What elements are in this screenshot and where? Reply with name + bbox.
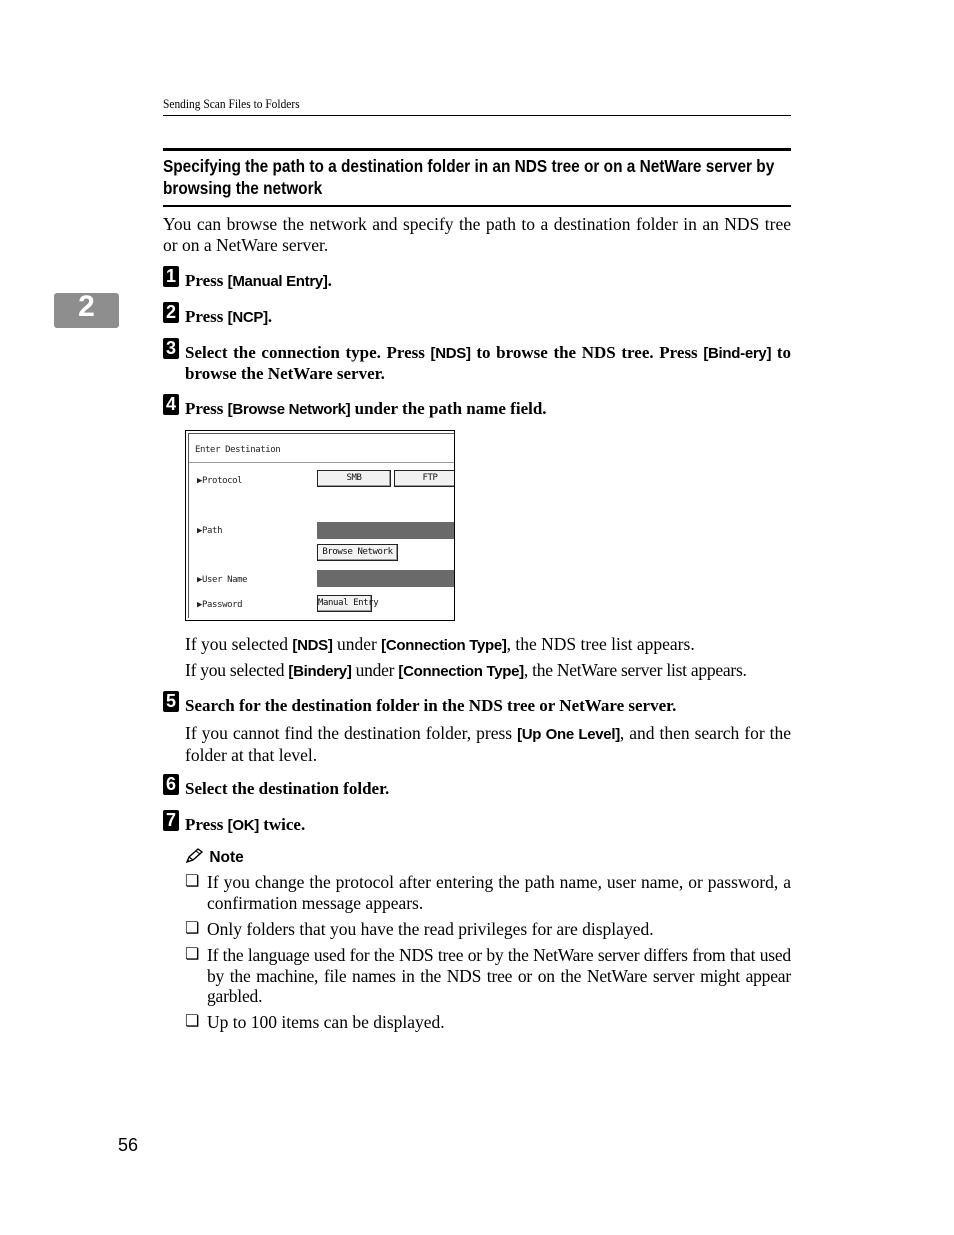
- step-7-text: [185, 815, 791, 836]
- section-rule-top: [163, 148, 791, 151]
- nds-key: [NDS]: [430, 345, 471, 362]
- user-name-label: ▶User Name: [197, 575, 248, 585]
- step-1-badge: 1: [163, 266, 179, 287]
- note-text-4: Up to 100 items can be displayed.: [207, 1012, 445, 1032]
- ok-key: [OK]: [227, 817, 259, 834]
- line1-key2: [Connection Type]: [381, 637, 507, 654]
- nds-result-line: [185, 634, 791, 656]
- line2-key2: [Connection Type]: [398, 663, 524, 680]
- step-6-badge: 6: [163, 774, 179, 795]
- step-5-badge: 5: [163, 691, 179, 712]
- step-1-post: .: [327, 271, 332, 290]
- running-header: Sending Scan Files to Folders: [163, 96, 300, 111]
- line2-post: , the NetWare server list appears.: [523, 660, 747, 680]
- step-1-pre: Press: [185, 271, 228, 290]
- step5-detail-pre: If you cannot find the destination folder, press: [185, 723, 518, 743]
- section-rule-bottom: [163, 205, 791, 207]
- path-field[interactable]: [317, 522, 455, 539]
- screen-title: Enter Destination: [195, 445, 281, 455]
- line1-key: [NDS]: [292, 637, 333, 654]
- step-6-text: Select the destination folder.: [185, 779, 390, 798]
- intro-paragraph: You can browse the network and specify the path to a destination folder in an NDS tree or on a NetWare server.: [163, 214, 791, 255]
- path-label: ▶Path: [197, 526, 223, 536]
- screen-frame: [188, 433, 454, 618]
- step-2-post: .: [267, 307, 273, 326]
- step-3-post: to browse the NetWare server.: [185, 343, 791, 383]
- password-label: ▶Password: [197, 600, 243, 610]
- step-7-badge: 7: [163, 810, 179, 831]
- ncp-key: [NCP]: [227, 309, 268, 326]
- note-text-3: If the language used for the NDS tree or by the NetWare server differs from that used by the machine, file names in the NDS tree or on the NetWare server might appear garbled.: [207, 945, 791, 1006]
- note-item-3: [185, 945, 791, 1007]
- checkbox-icon: ❏: [185, 920, 200, 937]
- pencil-icon: [185, 848, 205, 869]
- browse-network-button[interactable]: Browse Network: [317, 544, 398, 561]
- enter-destination-screen: [185, 430, 455, 621]
- note-item-1: [185, 872, 791, 913]
- user-name-field[interactable]: [317, 570, 455, 587]
- step-2-badge: 2: [163, 302, 179, 323]
- line2-key: [Bindery]: [288, 663, 352, 680]
- up-one-level-key: [Up One Level]: [517, 726, 620, 743]
- manual-entry-key: [Manual Entry]: [227, 273, 328, 290]
- chapter-number: 2: [78, 290, 95, 323]
- note-title: Note: [209, 849, 244, 866]
- header-rule: [163, 115, 791, 116]
- step-4-pre: Press: [185, 399, 228, 418]
- line2-mid: under: [351, 660, 399, 680]
- bindery-key: [Bind-ery]: [703, 345, 772, 362]
- checkbox-icon: ❏: [185, 1013, 200, 1030]
- step-7-post: twice.: [258, 815, 306, 834]
- step-4-post: under the path name field.: [350, 399, 547, 418]
- browse-network-key: [Browse Network]: [227, 401, 351, 418]
- step-1-text: [185, 271, 791, 292]
- line1-mid: under: [332, 634, 382, 654]
- step-3-pre: Select the connection type. Press: [185, 343, 431, 362]
- step-2-pre: Press: [185, 307, 228, 326]
- smb-button[interactable]: SMB: [317, 470, 391, 487]
- step-3-badge: 3: [163, 338, 179, 359]
- page-number: 56: [118, 1135, 139, 1155]
- protocol-label: ▶Protocol: [197, 476, 243, 486]
- note-heading: [185, 848, 244, 869]
- note-text-1: If you change the protocol after entering the path name, user name, or password, a confirmation message appears.: [207, 872, 791, 913]
- manual-entry-button[interactable]: Manual Entry: [317, 595, 372, 612]
- step-3-text: [185, 343, 791, 384]
- section-heading: Specifying the path to a destination folder in an NDS tree or on a NetWare server by browsing the network: [163, 156, 775, 198]
- ftp-button[interactable]: FTP: [394, 470, 455, 487]
- step-2-text: [185, 307, 791, 328]
- step5-detail-post: , and then search for the folder at that level.: [185, 723, 792, 765]
- checkbox-icon: ❏: [185, 946, 200, 963]
- step-3-mid: to browse the NDS tree. Press: [470, 343, 704, 362]
- checkbox-icon: ❏: [185, 873, 200, 890]
- note-item-2: [185, 919, 791, 940]
- step-5-detail: [185, 723, 791, 766]
- bindery-result-line: [185, 660, 791, 682]
- screen-divider: [189, 462, 454, 463]
- note-item-4: [185, 1012, 791, 1033]
- step-4-badge: 4: [163, 394, 179, 415]
- line1-post: , the NDS tree list appears.: [506, 634, 695, 654]
- step-4-text: [185, 399, 791, 420]
- step-5-text: Search for the destination folder in the NDS tree or NetWare server.: [185, 696, 677, 715]
- note-text-2: Only folders that you have the read privileges for are displayed.: [207, 919, 654, 939]
- line1-pre: If you selected: [185, 634, 293, 654]
- step-7-pre: Press: [185, 815, 228, 834]
- line2-pre: If you selected: [185, 660, 289, 680]
